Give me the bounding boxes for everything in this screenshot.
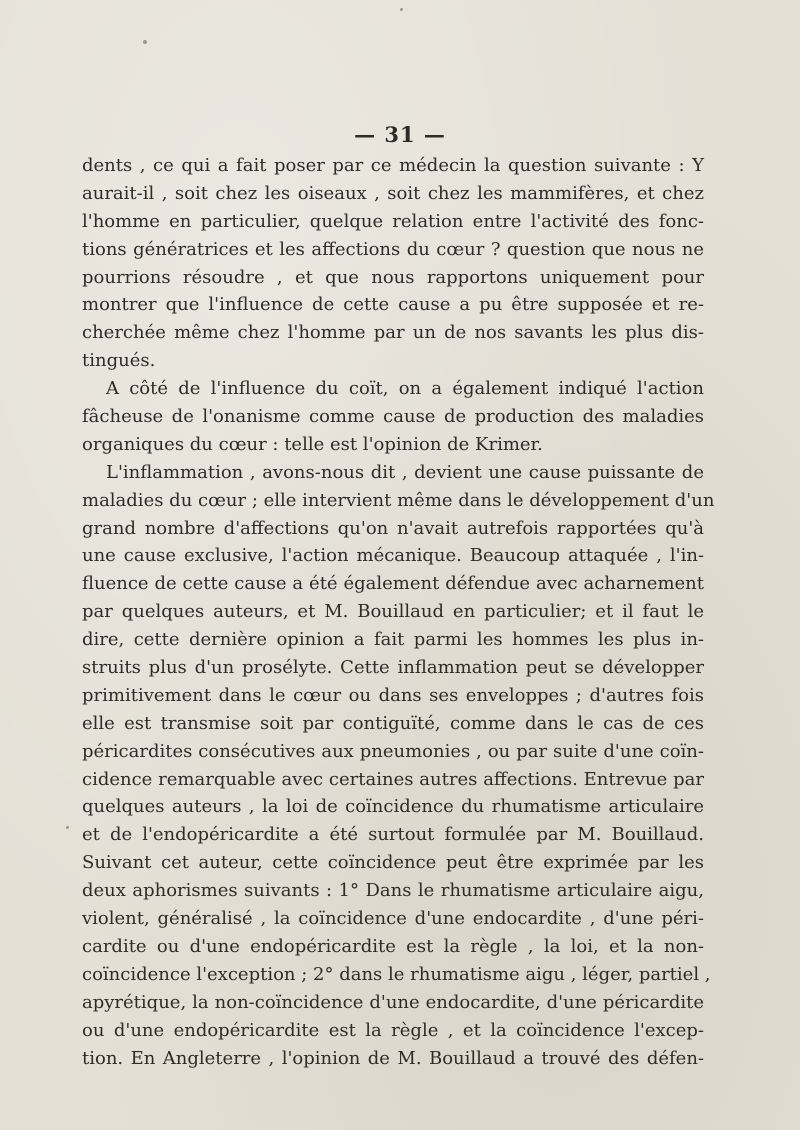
text-line: grand nombre d'affections qu'on n'avait autrefois rapportées qu'à	[82, 517, 704, 539]
text-line: tion. En Angleterre , l'opinion de M. Bouillaud a trouvé des défen-	[82, 1047, 704, 1069]
paper-speck	[143, 40, 147, 44]
paper-speck	[400, 8, 403, 11]
text-line: une cause exclusive, l'action mécanique. Beaucoup attaquée , l'in-	[82, 545, 704, 567]
text-line: l'homme en particulier, quelque relation entre l'activité des fonc-	[82, 210, 704, 232]
text-line: dire, cette dernière opinion a fait parmi les hommes les plus in-	[82, 629, 704, 651]
text-line: quelques auteurs , la loi de coïncidence du rhumatisme articulaire	[82, 796, 704, 818]
text-line: primitivement dans le cœur ou dans ses enveloppes ; d'autres fois	[82, 684, 704, 706]
text-line: Suivant cet auteur, cette coïncidence peut être exprimée par les	[82, 852, 704, 874]
text-line: tingués.	[82, 350, 156, 372]
paragraph-first-line: A côté de l'influence du coït, on a également indiqué l'action	[106, 378, 704, 400]
text-line: violent, généralisé , la coïncidence d'une endocardite , d'une péri-	[82, 908, 704, 930]
text-line: péricardites consécutives aux pneumonies , ou par suite d'une coïn-	[82, 740, 704, 762]
page-number: — 31 —	[354, 122, 446, 147]
text-line: apyrétique, la non-coïncidence d'une endocardite, d'une péricardite	[82, 991, 704, 1013]
text-line: cherchée même chez l'homme par un de nos savants les plus dis-	[82, 322, 704, 344]
body-text	[82, 152, 715, 1072]
text-line: organiques du cœur : telle est l'opinion de Krimer.	[82, 433, 543, 455]
text-line: cidence remarquable avec certaines autres affections. Entrevue par	[82, 768, 704, 790]
text-line: deux aphorismes suivants : 1° Dans le rhumatisme articulaire aigu,	[82, 880, 704, 902]
text-line: coïncidence l'exception ; 2° dans le rhumatisme aigu , léger, partiel ,	[82, 963, 711, 985]
paper-speck	[66, 826, 69, 829]
text-line: fluence de cette cause a été également défendue avec acharnement	[82, 573, 704, 595]
text-line: ou d'une endopéricardite est la règle , et la coïncidence l'excep-	[82, 1019, 704, 1041]
paragraph-first-line: L'inflammation , avons-nous dit , devient une cause puissante de	[106, 461, 704, 483]
text-line: struits plus d'un prosélyte. Cette inflammation peut se développer	[82, 657, 704, 679]
text-line: pourrions résoudre , et que nous rapportons uniquement pour	[82, 266, 704, 288]
text-line: elle est transmise soit par contiguïté, comme dans le cas de ces	[82, 712, 704, 734]
text-line: par quelques auteurs, et M. Bouillaud en particulier; et il faut le	[82, 601, 704, 623]
text-line: maladies du cœur ; elle intervient même dans le développement d'un	[82, 489, 715, 511]
text-line: montrer que l'influence de cette cause a pu être supposée et re-	[82, 294, 704, 316]
text-line: fâcheuse de l'onanisme comme cause de production des maladies	[82, 406, 704, 428]
text-line: aurait-il , soit chez les oiseaux , soit chez les mammifères, et chez	[82, 182, 704, 204]
text-line: cardite ou d'une endopéricardite est la règle , la loi, et la non-	[82, 935, 704, 957]
text-line: dents , ce qui a fait poser par ce médecin la question suivante : Y	[82, 155, 704, 176]
text-line: tions génératrices et les affections du cœur ? question que nous ne	[82, 238, 704, 260]
text-line: et de l'endopéricardite a été surtout formulée par M. Bouillaud.	[82, 824, 704, 846]
